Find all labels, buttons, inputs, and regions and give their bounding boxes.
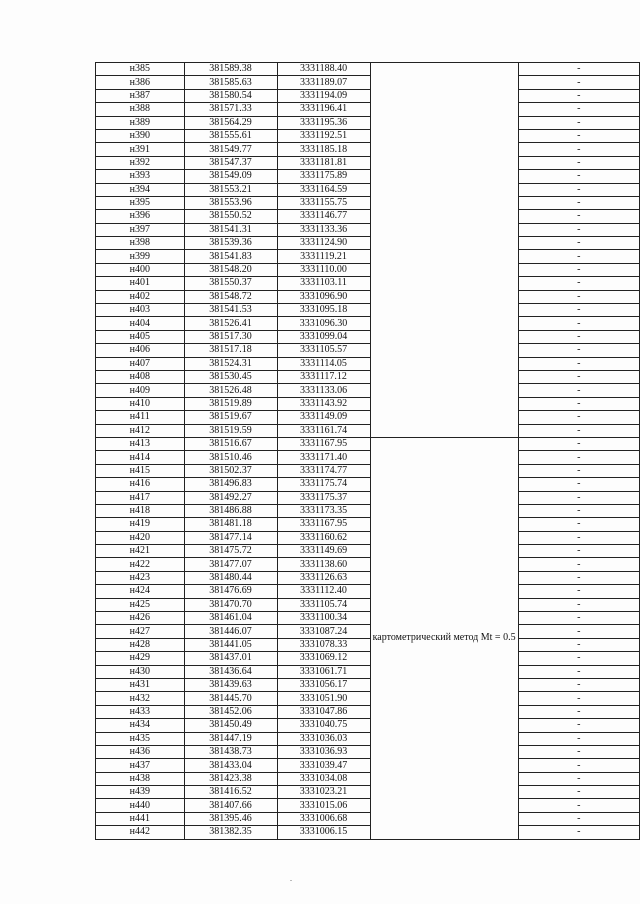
x-coordinate-cell: 381481.18 xyxy=(184,518,277,531)
y-coordinate-cell: 3331087.24 xyxy=(277,625,370,638)
table-row xyxy=(96,678,640,691)
note-cell: - xyxy=(518,504,639,517)
x-coordinate-cell: 381548.20 xyxy=(184,263,277,276)
table-row xyxy=(96,705,640,718)
point-name-cell: н392 xyxy=(96,156,185,169)
point-name-cell: н393 xyxy=(96,170,185,183)
table-row xyxy=(96,732,640,745)
table-row xyxy=(96,464,640,477)
point-name-cell: н430 xyxy=(96,665,185,678)
y-coordinate-cell: 3331069.12 xyxy=(277,652,370,665)
note-cell: - xyxy=(518,478,639,491)
table-row xyxy=(96,585,640,598)
y-coordinate-cell: 3331185.18 xyxy=(277,143,370,156)
y-coordinate-cell: 3331171.40 xyxy=(277,451,370,464)
x-coordinate-cell: 381496.83 xyxy=(184,478,277,491)
y-coordinate-cell: 3331174.77 xyxy=(277,464,370,477)
table-row xyxy=(96,384,640,397)
note-cell: - xyxy=(518,384,639,397)
x-coordinate-cell: 381519.89 xyxy=(184,397,277,410)
y-coordinate-cell: 3331047.86 xyxy=(277,705,370,718)
x-coordinate-cell: 381407.66 xyxy=(184,799,277,812)
table-row xyxy=(96,759,640,772)
y-coordinate-cell: 3331051.90 xyxy=(277,692,370,705)
table-row xyxy=(96,638,640,651)
point-name-cell: н432 xyxy=(96,692,185,705)
table-row xyxy=(96,317,640,330)
x-coordinate-cell: 381553.21 xyxy=(184,183,277,196)
point-name-cell: н403 xyxy=(96,304,185,317)
point-name-cell: н420 xyxy=(96,531,185,544)
x-coordinate-cell: 381438.73 xyxy=(184,745,277,758)
note-cell: - xyxy=(518,277,639,290)
point-name-cell: н396 xyxy=(96,210,185,223)
note-cell: - xyxy=(518,545,639,558)
point-name-cell: н395 xyxy=(96,196,185,209)
y-coordinate-cell: 3331146.77 xyxy=(277,210,370,223)
note-cell: - xyxy=(518,491,639,504)
y-coordinate-cell: 3331040.75 xyxy=(277,719,370,732)
x-coordinate-cell: 381549.09 xyxy=(184,170,277,183)
table-row xyxy=(96,812,640,825)
y-coordinate-cell: 3331173.35 xyxy=(277,504,370,517)
y-coordinate-cell: 3331096.30 xyxy=(277,317,370,330)
table-row xyxy=(96,545,640,558)
x-coordinate-cell: 381492.27 xyxy=(184,491,277,504)
x-coordinate-cell: 381437.01 xyxy=(184,652,277,665)
note-cell: - xyxy=(518,705,639,718)
point-name-cell: н405 xyxy=(96,330,185,343)
note-cell: - xyxy=(518,223,639,236)
point-name-cell: н410 xyxy=(96,397,185,410)
point-name-cell: н431 xyxy=(96,678,185,691)
y-coordinate-cell: 3331015.06 xyxy=(277,799,370,812)
note-cell: - xyxy=(518,692,639,705)
point-name-cell: н427 xyxy=(96,625,185,638)
y-coordinate-cell: 3331175.89 xyxy=(277,170,370,183)
point-name-cell: н388 xyxy=(96,103,185,116)
point-name-cell: н434 xyxy=(96,719,185,732)
y-coordinate-cell: 3331133.06 xyxy=(277,384,370,397)
note-cell: - xyxy=(518,464,639,477)
x-coordinate-cell: 381524.31 xyxy=(184,357,277,370)
y-coordinate-cell: 3331126.63 xyxy=(277,571,370,584)
x-coordinate-cell: 381530.45 xyxy=(184,370,277,383)
point-name-cell: н440 xyxy=(96,799,185,812)
y-coordinate-cell: 3331119.21 xyxy=(277,250,370,263)
point-name-cell: н428 xyxy=(96,638,185,651)
y-coordinate-cell: 3331138.60 xyxy=(277,558,370,571)
table-row xyxy=(96,625,640,638)
y-coordinate-cell: 3331006.15 xyxy=(277,826,370,839)
x-coordinate-cell: 381433.04 xyxy=(184,759,277,772)
note-cell: - xyxy=(518,116,639,129)
y-coordinate-cell: 3331175.37 xyxy=(277,491,370,504)
point-name-cell: н436 xyxy=(96,745,185,758)
y-coordinate-cell: 3331124.90 xyxy=(277,237,370,250)
table-row xyxy=(96,250,640,263)
note-cell: - xyxy=(518,625,639,638)
point-name-cell: н404 xyxy=(96,317,185,330)
x-coordinate-cell: 381519.59 xyxy=(184,424,277,437)
x-coordinate-cell: 381589.38 xyxy=(184,63,277,76)
y-coordinate-cell: 3331155.75 xyxy=(277,196,370,209)
y-coordinate-cell: 3331061.71 xyxy=(277,665,370,678)
note-cell: - xyxy=(518,317,639,330)
x-coordinate-cell: 381436.64 xyxy=(184,665,277,678)
x-coordinate-cell: 381539.36 xyxy=(184,237,277,250)
note-cell: - xyxy=(518,290,639,303)
x-coordinate-cell: 381452.06 xyxy=(184,705,277,718)
y-coordinate-cell: 3331105.74 xyxy=(277,598,370,611)
point-name-cell: н408 xyxy=(96,370,185,383)
point-name-cell: н414 xyxy=(96,451,185,464)
x-coordinate-cell: 381502.37 xyxy=(184,464,277,477)
x-coordinate-cell: 381516.67 xyxy=(184,437,277,450)
coordinates-table-body xyxy=(96,63,640,840)
point-name-cell: н441 xyxy=(96,812,185,825)
note-cell: - xyxy=(518,585,639,598)
note-cell: - xyxy=(518,451,639,464)
table-row xyxy=(96,210,640,223)
note-cell: - xyxy=(518,571,639,584)
note-cell: - xyxy=(518,370,639,383)
point-name-cell: н437 xyxy=(96,759,185,772)
note-cell: - xyxy=(518,183,639,196)
point-name-cell: н409 xyxy=(96,384,185,397)
note-cell: - xyxy=(518,210,639,223)
y-coordinate-cell: 3331160.62 xyxy=(277,531,370,544)
x-coordinate-cell: 381395.46 xyxy=(184,812,277,825)
note-cell: - xyxy=(518,518,639,531)
point-name-cell: н421 xyxy=(96,545,185,558)
table-row xyxy=(96,772,640,785)
point-name-cell: н442 xyxy=(96,826,185,839)
y-coordinate-cell: 3331167.95 xyxy=(277,518,370,531)
point-name-cell: н438 xyxy=(96,772,185,785)
table-row xyxy=(96,799,640,812)
note-cell: - xyxy=(518,397,639,410)
note-cell: - xyxy=(518,786,639,799)
y-coordinate-cell: 3331036.03 xyxy=(277,732,370,745)
y-coordinate-cell: 3331023.21 xyxy=(277,786,370,799)
x-coordinate-cell: 381541.31 xyxy=(184,223,277,236)
y-coordinate-cell: 3331095.18 xyxy=(277,304,370,317)
table-row xyxy=(96,116,640,129)
x-coordinate-cell: 381445.70 xyxy=(184,692,277,705)
note-cell: - xyxy=(518,424,639,437)
y-coordinate-cell: 3331100.34 xyxy=(277,612,370,625)
table-row xyxy=(96,143,640,156)
note-cell: - xyxy=(518,652,639,665)
note-cell: - xyxy=(518,799,639,812)
point-name-cell: н406 xyxy=(96,344,185,357)
y-coordinate-cell: 3331161.74 xyxy=(277,424,370,437)
table-row xyxy=(96,665,640,678)
note-cell: - xyxy=(518,250,639,263)
point-name-cell: н398 xyxy=(96,237,185,250)
note-cell: - xyxy=(518,719,639,732)
table-row xyxy=(96,76,640,89)
table-row xyxy=(96,290,640,303)
table-row xyxy=(96,183,640,196)
note-cell: - xyxy=(518,598,639,611)
x-coordinate-cell: 381550.52 xyxy=(184,210,277,223)
table-row xyxy=(96,478,640,491)
y-coordinate-cell: 3331039.47 xyxy=(277,759,370,772)
point-name-cell: н413 xyxy=(96,437,185,450)
table-row xyxy=(96,558,640,571)
y-coordinate-cell: 3331143.92 xyxy=(277,397,370,410)
x-coordinate-cell: 381580.54 xyxy=(184,89,277,102)
y-coordinate-cell: 3331164.59 xyxy=(277,183,370,196)
note-cell: - xyxy=(518,143,639,156)
x-coordinate-cell: 381555.61 xyxy=(184,129,277,142)
x-coordinate-cell: 381486.88 xyxy=(184,504,277,517)
x-coordinate-cell: 381571.33 xyxy=(184,103,277,116)
table-row xyxy=(96,330,640,343)
table-row xyxy=(96,304,640,317)
point-name-cell: н419 xyxy=(96,518,185,531)
y-coordinate-cell: 3331189.07 xyxy=(277,76,370,89)
y-coordinate-cell: 3331194.09 xyxy=(277,89,370,102)
note-cell: - xyxy=(518,103,639,116)
x-coordinate-cell: 381548.72 xyxy=(184,290,277,303)
point-name-cell: н385 xyxy=(96,63,185,76)
note-cell: - xyxy=(518,732,639,745)
point-name-cell: н425 xyxy=(96,598,185,611)
x-coordinate-cell: 381517.30 xyxy=(184,330,277,343)
y-coordinate-cell: 3331056.17 xyxy=(277,678,370,691)
point-name-cell: н422 xyxy=(96,558,185,571)
x-coordinate-cell: 381423.38 xyxy=(184,772,277,785)
table-row xyxy=(96,263,640,276)
note-cell: - xyxy=(518,344,639,357)
method-cell xyxy=(370,63,518,438)
y-coordinate-cell: 3331149.09 xyxy=(277,411,370,424)
note-cell: - xyxy=(518,330,639,343)
x-coordinate-cell: 381564.29 xyxy=(184,116,277,129)
note-cell: - xyxy=(518,612,639,625)
point-name-cell: н435 xyxy=(96,732,185,745)
note-cell: - xyxy=(518,170,639,183)
table-row xyxy=(96,170,640,183)
point-name-cell: н423 xyxy=(96,571,185,584)
note-cell: - xyxy=(518,665,639,678)
y-coordinate-cell: 3331105.57 xyxy=(277,344,370,357)
note-cell: - xyxy=(518,812,639,825)
point-name-cell: н411 xyxy=(96,411,185,424)
table-row xyxy=(96,237,640,250)
y-coordinate-cell: 3331192.51 xyxy=(277,129,370,142)
point-name-cell: н416 xyxy=(96,478,185,491)
x-coordinate-cell: 381441.05 xyxy=(184,638,277,651)
x-coordinate-cell: 381547.37 xyxy=(184,156,277,169)
note-cell: - xyxy=(518,558,639,571)
point-name-cell: н407 xyxy=(96,357,185,370)
point-name-cell: н429 xyxy=(96,652,185,665)
note-cell: - xyxy=(518,76,639,89)
table-row xyxy=(96,571,640,584)
y-coordinate-cell: 3331110.00 xyxy=(277,263,370,276)
table-row xyxy=(96,598,640,611)
x-coordinate-cell: 381526.41 xyxy=(184,317,277,330)
point-name-cell: н401 xyxy=(96,277,185,290)
point-name-cell: н439 xyxy=(96,786,185,799)
x-coordinate-cell: 381475.72 xyxy=(184,545,277,558)
table-row xyxy=(96,103,640,116)
table-row xyxy=(96,344,640,357)
table-row xyxy=(96,491,640,504)
table-row xyxy=(96,424,640,437)
point-name-cell: н418 xyxy=(96,504,185,517)
table-row xyxy=(96,612,640,625)
x-coordinate-cell: 381439.63 xyxy=(184,678,277,691)
x-coordinate-cell: 381550.37 xyxy=(184,277,277,290)
table-row xyxy=(96,277,640,290)
table-row xyxy=(96,411,640,424)
note-cell: - xyxy=(518,63,639,76)
x-coordinate-cell: 381541.53 xyxy=(184,304,277,317)
table-row xyxy=(96,196,640,209)
y-coordinate-cell: 3331112.40 xyxy=(277,585,370,598)
x-coordinate-cell: 381510.46 xyxy=(184,451,277,464)
note-cell: - xyxy=(518,745,639,758)
y-coordinate-cell: 3331099.04 xyxy=(277,330,370,343)
point-name-cell: н400 xyxy=(96,263,185,276)
point-name-cell: н389 xyxy=(96,116,185,129)
x-coordinate-cell: 381477.07 xyxy=(184,558,277,571)
note-cell: - xyxy=(518,304,639,317)
y-coordinate-cell: 3331181.81 xyxy=(277,156,370,169)
table-row xyxy=(96,397,640,410)
table-row xyxy=(96,504,640,517)
y-coordinate-cell: 3331114.05 xyxy=(277,357,370,370)
y-coordinate-cell: 3331034.08 xyxy=(277,772,370,785)
x-coordinate-cell: 381526.48 xyxy=(184,384,277,397)
point-name-cell: н433 xyxy=(96,705,185,718)
point-name-cell: н399 xyxy=(96,250,185,263)
x-coordinate-cell: 381519.67 xyxy=(184,411,277,424)
table-row xyxy=(96,63,640,76)
table-row xyxy=(96,692,640,705)
y-coordinate-cell: 3331196.41 xyxy=(277,103,370,116)
note-cell: - xyxy=(518,772,639,785)
x-coordinate-cell: 381461.04 xyxy=(184,612,277,625)
x-coordinate-cell: 381585.63 xyxy=(184,76,277,89)
table-row xyxy=(96,89,640,102)
point-name-cell: н402 xyxy=(96,290,185,303)
y-coordinate-cell: 3331149.69 xyxy=(277,545,370,558)
note-cell: - xyxy=(518,437,639,450)
point-name-cell: н417 xyxy=(96,491,185,504)
note-cell: - xyxy=(518,196,639,209)
point-name-cell: н424 xyxy=(96,585,185,598)
point-name-cell: н415 xyxy=(96,464,185,477)
note-cell: - xyxy=(518,531,639,544)
x-coordinate-cell: 381549.77 xyxy=(184,143,277,156)
note-cell: - xyxy=(518,759,639,772)
x-coordinate-cell: 381477.14 xyxy=(184,531,277,544)
x-coordinate-cell: 381553.96 xyxy=(184,196,277,209)
point-name-cell: н387 xyxy=(96,89,185,102)
point-name-cell: н390 xyxy=(96,129,185,142)
note-cell: - xyxy=(518,678,639,691)
point-name-cell: н426 xyxy=(96,612,185,625)
table-row xyxy=(96,531,640,544)
note-cell: - xyxy=(518,263,639,276)
x-coordinate-cell: 381446.07 xyxy=(184,625,277,638)
table-row xyxy=(96,357,640,370)
y-coordinate-cell: 3331103.11 xyxy=(277,277,370,290)
point-name-cell: н397 xyxy=(96,223,185,236)
method-cell: картометрический метод Mt = 0.5 xyxy=(370,437,518,839)
note-cell: - xyxy=(518,237,639,250)
y-coordinate-cell: 3331175.74 xyxy=(277,478,370,491)
point-name-cell: н412 xyxy=(96,424,185,437)
x-coordinate-cell: 381541.83 xyxy=(184,250,277,263)
x-coordinate-cell: 381517.18 xyxy=(184,344,277,357)
note-cell: - xyxy=(518,357,639,370)
note-cell: - xyxy=(518,826,639,839)
scan-artifact-dot xyxy=(290,880,292,881)
x-coordinate-cell: 381476.69 xyxy=(184,585,277,598)
point-name-cell: н386 xyxy=(96,76,185,89)
y-coordinate-cell: 3331096.90 xyxy=(277,290,370,303)
note-cell: - xyxy=(518,411,639,424)
coordinates-table xyxy=(95,62,640,840)
table-row xyxy=(96,223,640,236)
y-coordinate-cell: 3331117.12 xyxy=(277,370,370,383)
table-row xyxy=(96,719,640,732)
table-row xyxy=(96,437,640,450)
y-coordinate-cell: 3331006.68 xyxy=(277,812,370,825)
y-coordinate-cell: 3331036.93 xyxy=(277,745,370,758)
table-row xyxy=(96,451,640,464)
table-row xyxy=(96,370,640,383)
table-row xyxy=(96,786,640,799)
x-coordinate-cell: 381450.49 xyxy=(184,719,277,732)
y-coordinate-cell: 3331195.36 xyxy=(277,116,370,129)
note-cell: - xyxy=(518,638,639,651)
table-row xyxy=(96,745,640,758)
y-coordinate-cell: 3331078.33 xyxy=(277,638,370,651)
y-coordinate-cell: 3331167.95 xyxy=(277,437,370,450)
note-cell: - xyxy=(518,156,639,169)
table-row xyxy=(96,156,640,169)
y-coordinate-cell: 3331188.40 xyxy=(277,63,370,76)
x-coordinate-cell: 381447.19 xyxy=(184,732,277,745)
table-row xyxy=(96,129,640,142)
point-name-cell: н394 xyxy=(96,183,185,196)
x-coordinate-cell: 381416.52 xyxy=(184,786,277,799)
x-coordinate-cell: 381480.44 xyxy=(184,571,277,584)
note-cell: - xyxy=(518,89,639,102)
x-coordinate-cell: 381470.70 xyxy=(184,598,277,611)
table-row xyxy=(96,826,640,839)
x-coordinate-cell: 381382.35 xyxy=(184,826,277,839)
table-row xyxy=(96,652,640,665)
point-name-cell: н391 xyxy=(96,143,185,156)
table-row xyxy=(96,518,640,531)
note-cell: - xyxy=(518,129,639,142)
y-coordinate-cell: 3331133.36 xyxy=(277,223,370,236)
